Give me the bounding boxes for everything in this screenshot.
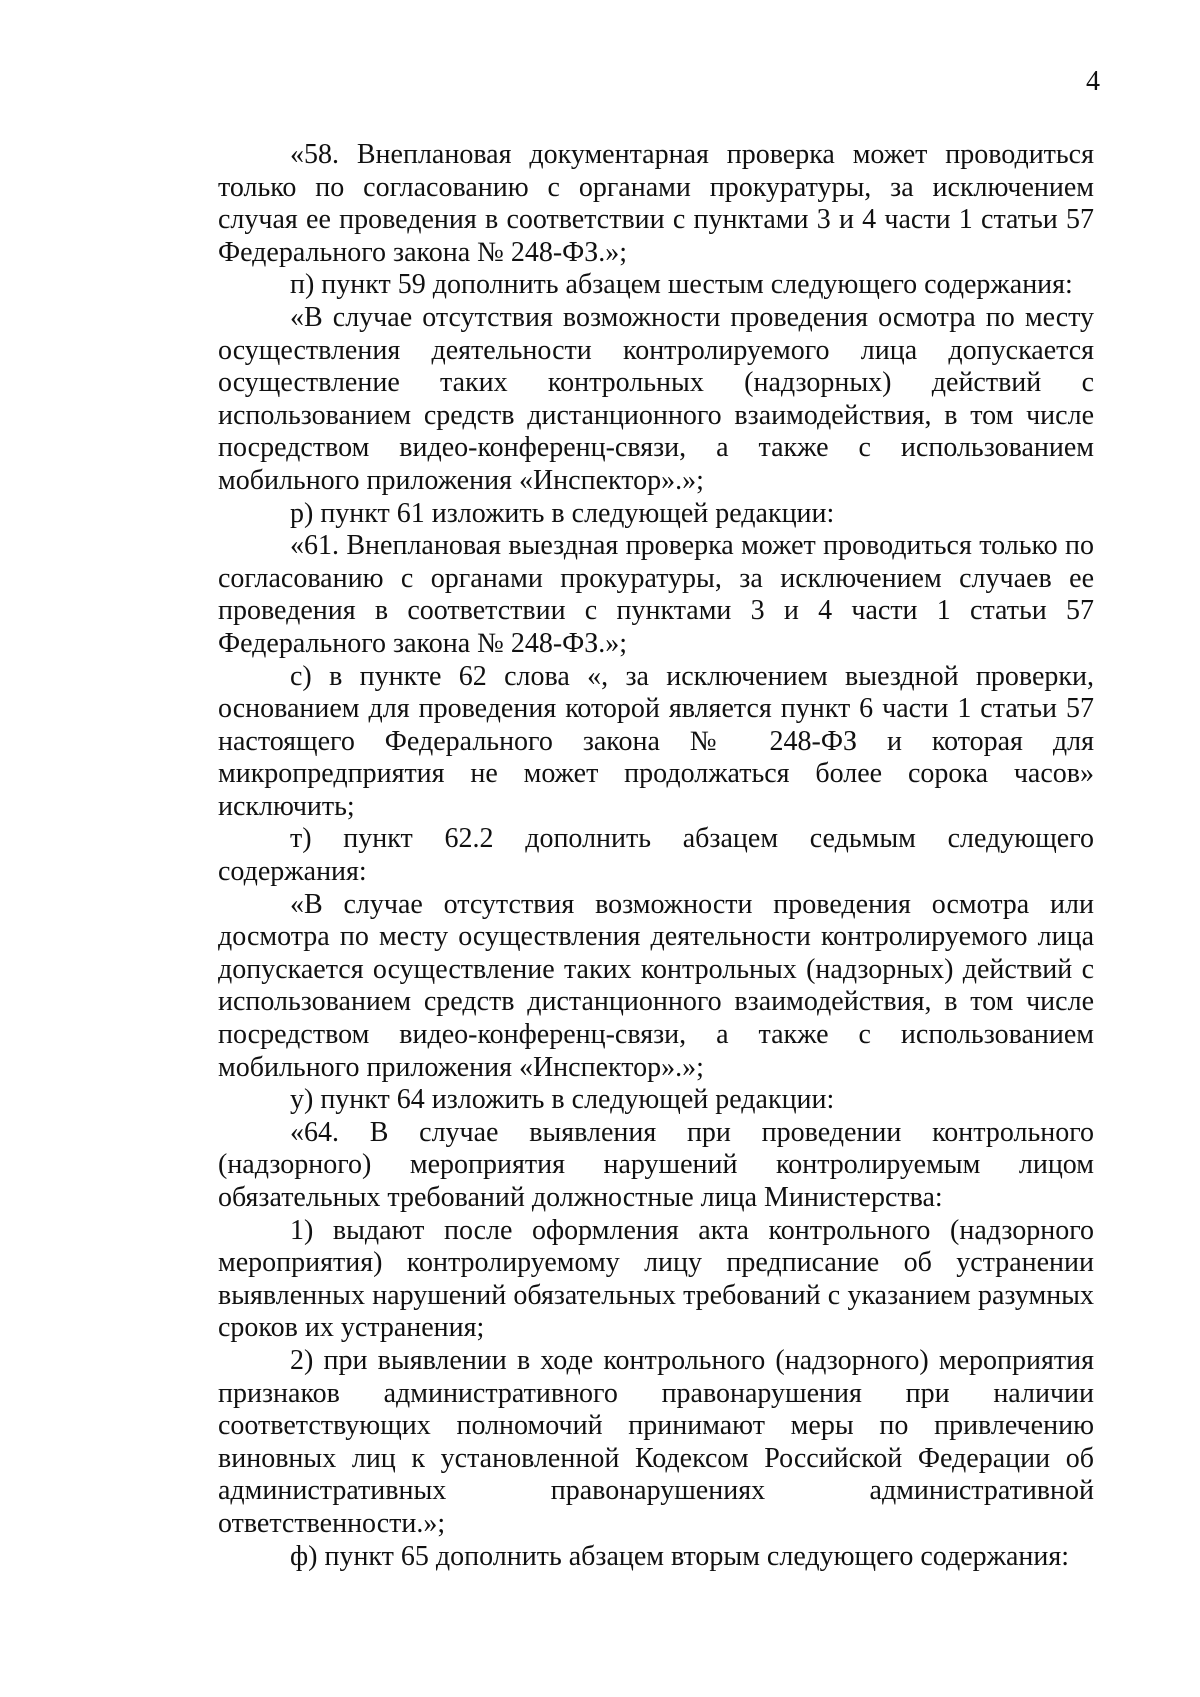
paragraph-item-t: т) пункт 62.2 дополнить абзацем седьмым следующего содержания: [218, 823, 1094, 888]
paragraph-58-text: «58. Внеплановая документарная проверка может проводиться только по согласованию с органами прокуратуры, за исключением случая ее проведения в соответствии с пунктами 3 и 4 части 1 статьи 57 Федерального закона № 248-ФЗ.»; [218, 139, 1094, 268]
paragraph-item-f: ф) пункт 65 дополнить абзацем вторым следующего содержания: [290, 1540, 1070, 1572]
paragraph-item-u: у) пункт 64 изложить в следующей редакции: [290, 1084, 835, 1116]
paragraph-61-text: «61. Внеплановая выездная проверка может проводиться только по согласованию с органами прокуратуры, за исключением случаев ее проведения в соответствии с пунктами 3 и 4 части 1 статьи 57 Федерального закона № 248-ФЗ.»; [218, 530, 1094, 659]
paragraph-64-item-1: 1) выдают после оформления акта контрольного (надзорного мероприятия) контролируемому лицу предписание об устранении выявленных нарушений обязательных требований с указанием разумных сроков их устранения; [218, 1214, 1094, 1344]
paragraph-59-addition: «В случае отсутствия возможности проведения осмотра по месту осуществления деятельности контролируемого лица допускается осуществление таких контрольных (надзорных) действий с использованием средств дистанционного взаимодействия, в том числе посредством видео-конференц-связи, а также с использованием мобильного приложения «Инспектор».»; [218, 301, 1094, 496]
paragraph-item-r: р) пункт 61 изложить в следующей редакции: [290, 497, 835, 529]
page-number: 4 [1086, 66, 1100, 97]
paragraph-62-2-addition: «В случае отсутствия возможности проведения осмотра или досмотра по месту осуществления деятельности контролируемого лица допускается осуществление таких контрольных (надзорных) действий с использованием средств дистанционного взаимодействия, в том числе посредством видео-конференц-связи, а также с использованием мобильного приложения «Инспектор».»; [218, 888, 1094, 1083]
paragraph-64-item-2: 2) при выявлении в ходе контрольного (надзорного) мероприятия признаков административного правонарушения при наличии соответствующих полномочий принимают меры по привлечению виновных лиц к установленной Кодексом Российской Федерации об административных правонарушениях административной ответственности.»; [218, 1344, 1094, 1539]
paragraph-item-p: п) пункт 59 дополнить абзацем шестым следующего содержания: [290, 269, 1073, 301]
document-body [218, 139, 1094, 1573]
paragraph-64-text: «64. В случае выявления при проведении контрольного (надзорного) мероприятия нарушений контролируемым лицом обязательных требований должностные лица Министерства: [218, 1116, 1094, 1213]
paragraph-item-s: с) в пункте 62 слова «, за исключением выездной проверки, основанием для проведения которой является пункт 6 части 1 статьи 57 настоящего Федерального закона № 248-ФЗ и которая для микропредприятия не может продолжаться более сорока часов» исключить; [218, 660, 1094, 822]
